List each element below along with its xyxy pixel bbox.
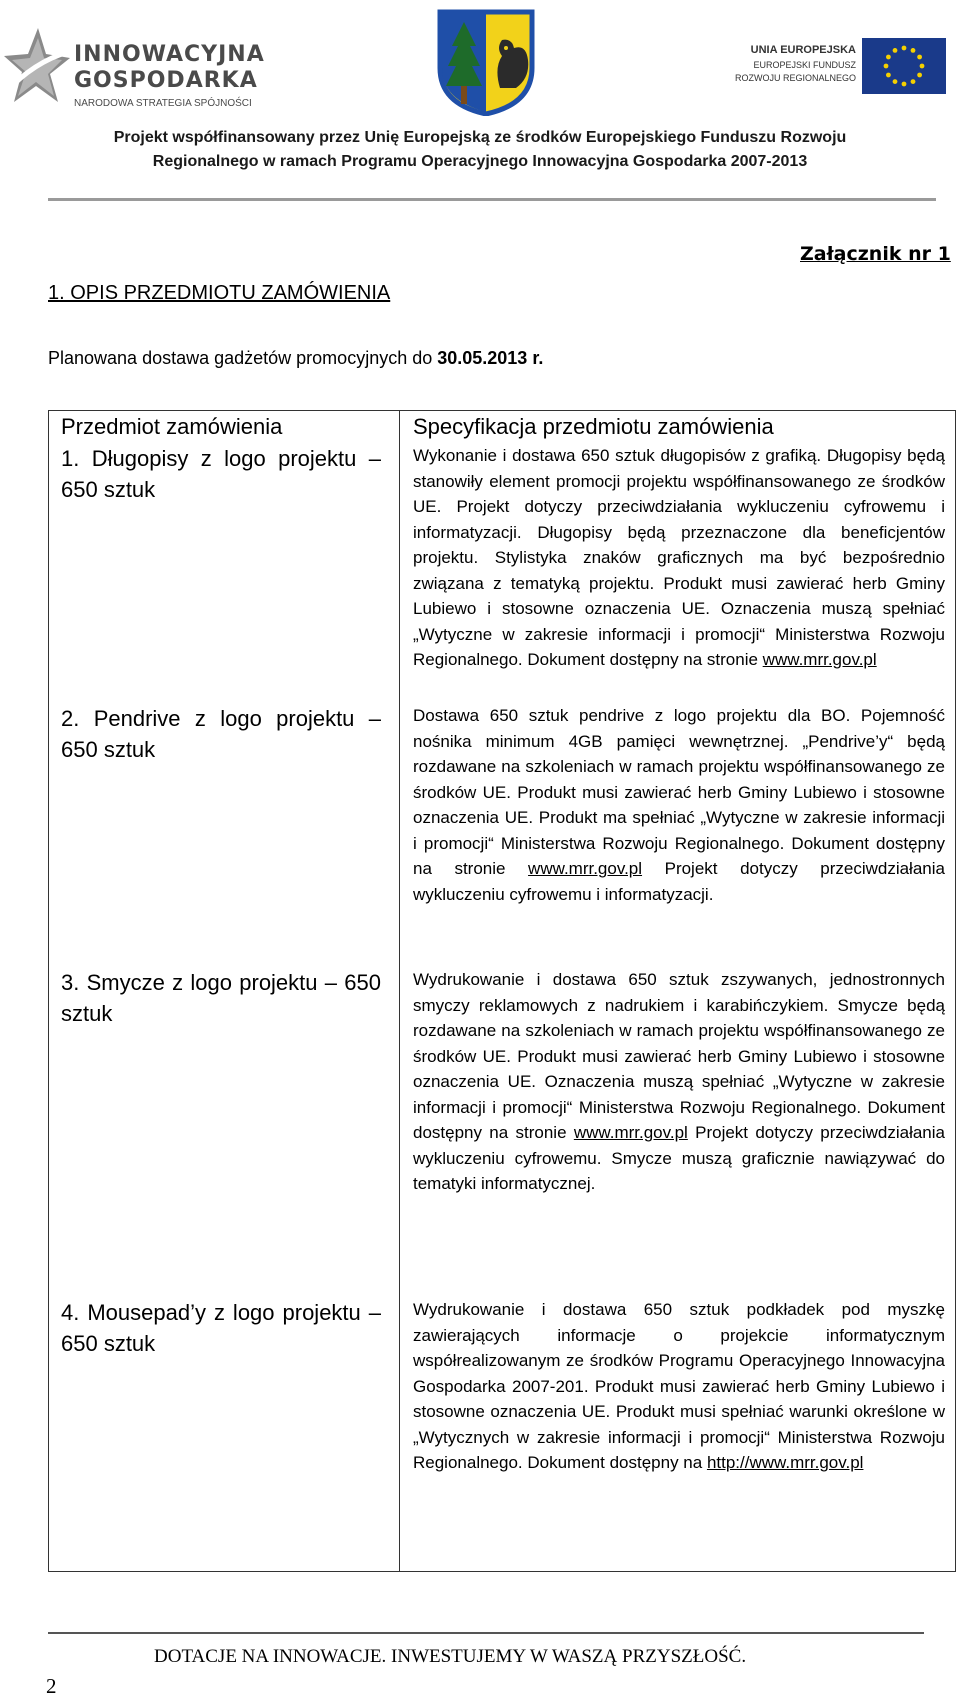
row-spec-lanyards (413, 967, 945, 1197)
cofinancing-line1: Projekt współfinansowany przez Unię Europejską ze środków Europejskiego Funduszu Rozwoju (113, 129, 847, 146)
row-spec-pens (413, 443, 945, 673)
row-spec-mousepads (413, 1297, 945, 1476)
logo-left-line3: NARODOWA STRATEGIA SPÓJNOŚCI (74, 98, 252, 109)
row-subject-mousepads: 4. Mousepad’y z logo projektu – 650 sztuk (61, 1300, 381, 1356)
cofinancing-statement (40, 126, 920, 174)
spec-text-after: Projekt dotyczy przeciwdziałania wykluczeniu cyfrowemu. Smycze muszą graficznie nawiązywać do tematyki informatycznej. (413, 1123, 945, 1193)
footer-divider (48, 1632, 924, 1634)
header-divider (48, 198, 936, 201)
spec-text-after: Projekt dotyczy przeciwdziałania wykluczeniu cyfrowemu i informatyzacji. (413, 859, 945, 904)
spec-text: Wydrukowanie i dostawa 650 sztuk zszywanych, jednostronnych smyczy reklamowych z nadrukiem i karabińczykiem. Smycze będą rozdawane na szkoleniach w ramach projektu współfinansowanego ze środków UE. Produkt musi zawierać herb Gminy Lubiewo i stosowne oznaczenia UE. Oznaczenia muszą spełniać „Wytyczne w zakresie informacji i promocji“ Ministerstwa Rozwoju Regionalnego. Dokument dostępny na stronie (413, 970, 945, 1142)
row-spec-pendrive (413, 703, 945, 907)
planned-delivery (48, 348, 543, 369)
specification-table (48, 410, 956, 1572)
spec-text: Dostawa 650 sztuk pendrive z logo projektu dla BO. Pojemność nośnika minimum 4GB pamięci wewnętrznej. „Pendrive’y“ będą rozdawane na szkoleniach w ramach projektu współfinansowanego ze środków UE. Produkt musi zawierać herb Gminy Lubiewo i stosowne oznaczenia UE. Produkt ma spełniać „Wytyczne w zakresie informacji i promocji“ Ministerstwa Rozwoju Regionalnego. Dokument dostępny na stronie (413, 706, 945, 878)
spec-link[interactable]: www.mrr.gov.pl (762, 650, 877, 669)
logo-right-line2: EUROPEJSKI FUNDUSZ (753, 60, 856, 70)
row-subject-lanyards: 3. Smycze z logo projektu – 650 sztuk (61, 970, 381, 1026)
page-number: 2 (46, 1674, 57, 1698)
innowacyjna-gospodarka-logo (4, 22, 265, 109)
eu-logo (716, 36, 954, 92)
spec-link[interactable]: http://www.mrr.gov.pl (706, 1453, 864, 1472)
row-subject-pens: 1. Długopisy z logo projektu – 650 sztuk (61, 446, 381, 502)
footer-slogan: DOTACJE NA INNOWACJE. INWESTUJEMY W WASZĄ PRZYSZŁOŚĆ. (154, 1646, 747, 1667)
planned-delivery-date: 30.05.2013 r. (437, 348, 544, 368)
eu-flag-icon (862, 38, 946, 94)
spec-text: Wydrukowanie i dostawa 650 sztuk podkładek pod myszkę zawierających informacje o projekcie informatycznym współrealizowanym ze środków Programu Operacyjnego Innowacyjna Gospodarka 2007-201. Produkt musi zawierać herb Gminy Lubiewo i stosowne oznaczenia UE. Produkt musi spełniać warunki określone w „Wytycznych w zakresie informacji i promocji“ Ministerstwa Rozwoju Regionalnego. Dokument dostępny na (413, 1300, 945, 1472)
planned-delivery-text: Planowana dostawa gadżetów promocyjnych do (48, 348, 438, 368)
logo-right-line1: UNIA EUROPEJSKA (750, 44, 856, 56)
row-subject-pendrive: 2. Pendrive z logo projektu – 650 sztuk (61, 706, 381, 762)
header-specification: Specyfikacja przedmiotu zamówienia (413, 414, 774, 439)
lubiewo-crest-icon (436, 8, 536, 116)
spec-text: Wykonanie i dostawa 650 sztuk długopisów z grafiką. Długopisy będą stanowiły element promocji projektu współfinansowanego ze środków UE. Projekt dotyczy przeciwdziałania wykluczeniu cyfrowemu i informatyzacji. Długopisy będą przeznaczone dla beneficjentów projektu. Stylistyka znaków graficznych ma być bezpośrednio związana z tematyką projektu. Produkt musi zawierać herb Gminy Lubiewo i stosowne oznaczenia UE. Oznaczenia muszą spełniać „Wytyczne w zakresie informacji i promocji“ Ministerstwa Rozwoju Regionalnego. Dokument dostępny na stronie (413, 446, 945, 669)
header-subject: Przedmiot zamówienia (61, 414, 283, 439)
annex-label: Załącznik nr 1 (800, 243, 951, 265)
logo-left-line1: INNOWACYJNA (74, 42, 265, 67)
spec-link[interactable]: www.mrr.gov.pl (573, 1123, 688, 1142)
section-title: 1. OPIS PRZEDMIOTU ZAMÓWIENIA (48, 282, 391, 304)
logo-left-line2: GOSPODARKA (74, 68, 258, 93)
logo-right-line3: ROZWOJU REGIONALNEGO (734, 73, 856, 83)
column-divider (399, 411, 400, 1571)
innowacyjna-gospodarka-star-icon (4, 22, 70, 108)
cofinancing-line2: Regionalnego w ramach Programu Operacyjnego Innowacyjna Gospodarka 2007-2013 (152, 153, 808, 170)
spec-link[interactable]: www.mrr.gov.pl (528, 859, 643, 878)
